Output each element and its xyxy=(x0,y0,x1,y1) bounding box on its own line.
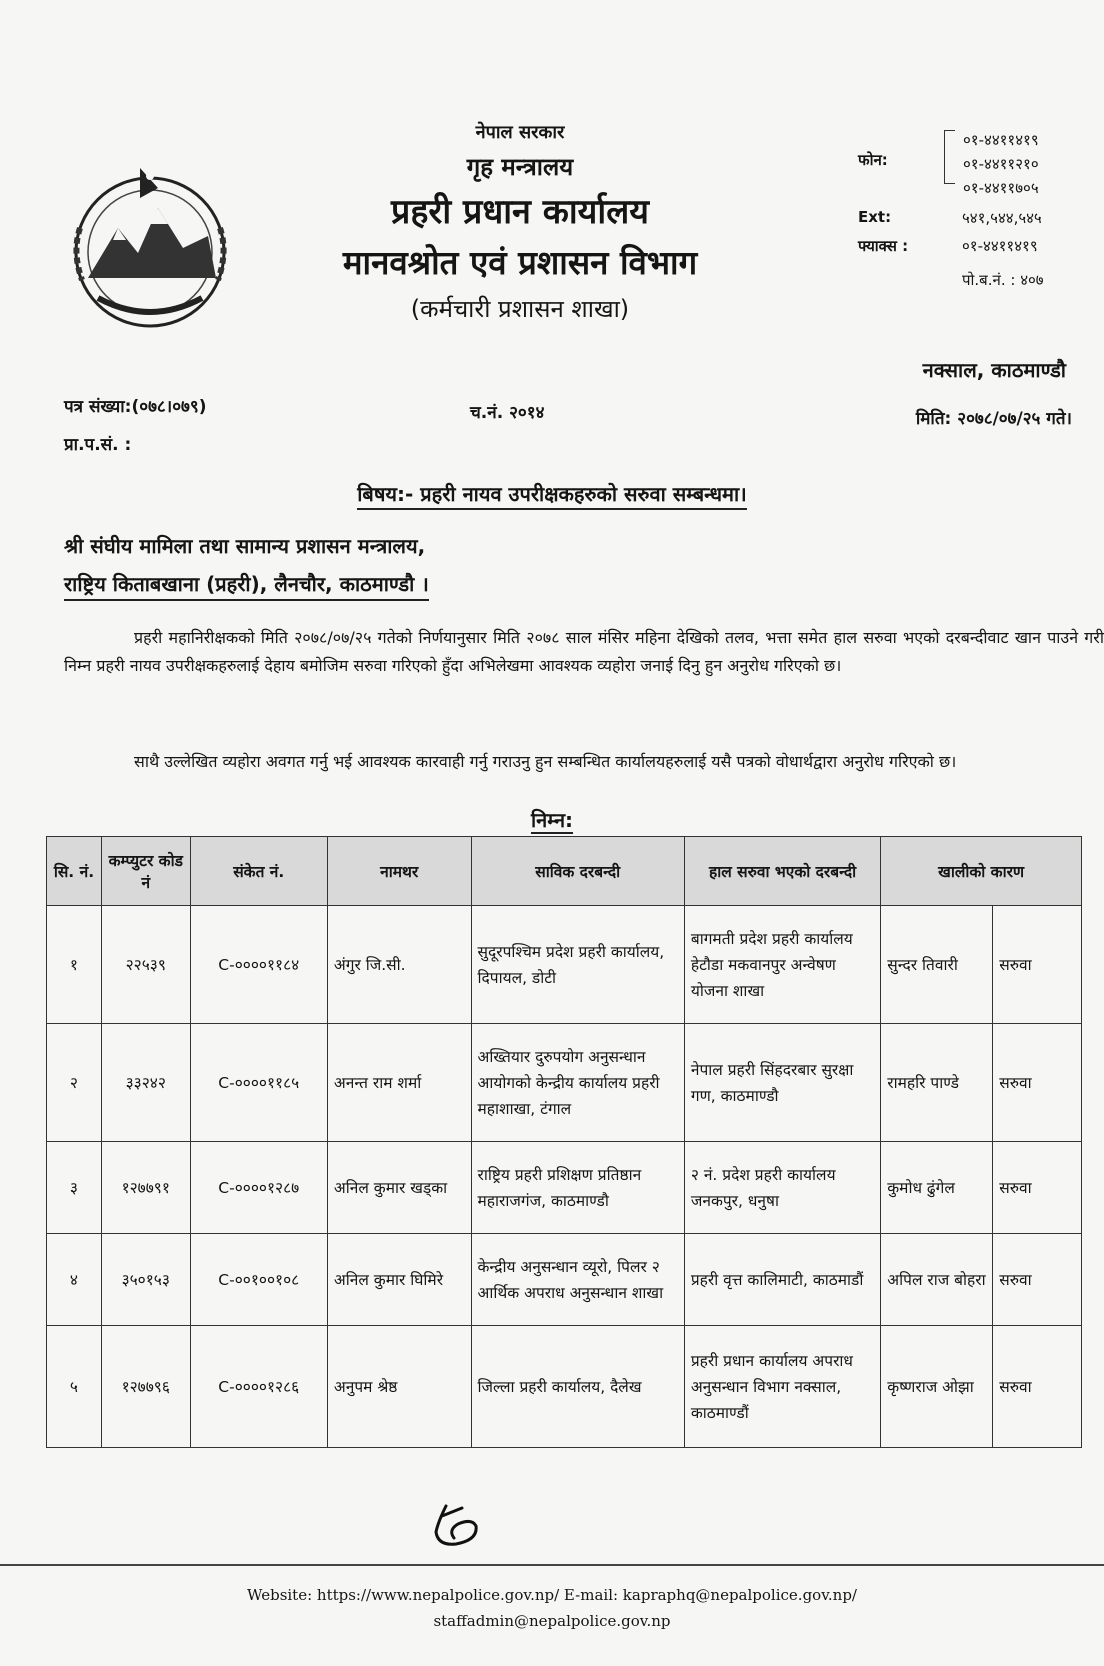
body-paragraph-1: प्रहरी महानिरीक्षकको मिति २०७८/०७/२५ गतेको निर्णयानुसार मिति २०७८ साल मंसिर महिना देखिको तलव, भत्ता समेत हाल सरुवा भएको दरबन्दीवाट खान पाउने गरी निम्न प्रहरी नायव उपरीक्षकहरुलाई देहाय बमोजिम सरुवा गरिएको हुँदा अभिलेखमा आवश्यक व्यहोरा जनाई दिनु हुन अनुरोध गरिएको छ। xyxy=(64,628,1104,675)
cell-sanket: C-००००१२८६ xyxy=(190,1326,327,1448)
cell-sanket: C-००००१२८७ xyxy=(190,1142,327,1234)
cell-sn: १ xyxy=(47,906,102,1024)
phone-brace xyxy=(944,130,955,184)
table-row xyxy=(47,906,1082,1024)
column-header: सि. नं. xyxy=(47,837,102,906)
cell-vacant-by: सुन्दर तिवारी xyxy=(881,906,993,1024)
cell-sanket: C-००००११८४ xyxy=(190,906,327,1024)
contact-block xyxy=(858,128,1078,298)
cell-previous-post: राष्ट्रिय प्रहरी प्रशिक्षण प्रतिष्ठान महाराजगंज, काठमाण्डौ xyxy=(471,1142,684,1234)
cell-name: अनिल कुमार घिमिरे xyxy=(327,1234,471,1326)
addressee-line-2: राष्ट्रिय किताबखाना (प्रहरी), लैनचौर, काठमाण्डौ । xyxy=(64,570,429,601)
cell-new-post: प्रहरी प्रधान कार्यालय अपराध अनुसन्धान विभाग नक्साल, काठमाण्डौं xyxy=(684,1326,880,1448)
column-header: कम्प्युटर कोड नं xyxy=(101,837,190,906)
table-row xyxy=(47,1234,1082,1326)
letterhead xyxy=(240,120,800,325)
cell-code: १२७७९१ xyxy=(101,1142,190,1234)
office-name: प्रहरी प्रधान कार्यालय xyxy=(391,192,649,232)
cell-new-post: २ नं. प्रदेश प्रहरी कार्यालय जनकपुर, धनुषा xyxy=(684,1142,880,1234)
department-name: मानवश्रोत एवं प्रशासन विभाग xyxy=(342,243,698,282)
footer xyxy=(0,1582,1104,1634)
phone-label: फोन: xyxy=(858,151,888,169)
cell-reason: सरुवा xyxy=(993,1024,1082,1142)
cell-sn: ४ xyxy=(47,1234,102,1326)
addressee-line-1: श्री संघीय मामिला तथा सामान्य प्रशासन मन्त्रालय, xyxy=(64,534,426,558)
table-row xyxy=(47,1024,1082,1142)
cell-sn: २ xyxy=(47,1024,102,1142)
cell-code: १२७७९६ xyxy=(101,1326,190,1448)
cell-previous-post: सुदूरपश्चिम प्रदेश प्रहरी कार्यालय, दिपायल, डोटी xyxy=(471,906,684,1024)
list-title xyxy=(0,806,1104,833)
ext-value: ५४१,५४४,५४५ xyxy=(962,209,1042,227)
transfer-table xyxy=(46,836,1082,1448)
ministry-name: गृह मन्त्रालय xyxy=(466,153,574,181)
signature xyxy=(428,1500,488,1550)
cell-sanket: C-००१००१०८ xyxy=(190,1234,327,1326)
nepal-government-emblem xyxy=(58,158,242,330)
cell-previous-post: अख्तियार दुरुपयोग अनुसन्धान आयोगको केन्द्रीय कार्यालय प्रहरी महाशाखा, टंगाल xyxy=(471,1024,684,1142)
cell-previous-post: केन्द्रीय अनुसन्धान व्यूरो, पिलर २ आर्थिक अपराध अनुसन्धान शाखा xyxy=(471,1234,684,1326)
list-title-text: निम्न: xyxy=(530,808,574,832)
cell-previous-post: जिल्ला प्रहरी कार्यालय, दैलेख xyxy=(471,1326,684,1448)
column-header: हाल सरुवा भएको दरबन्दी xyxy=(684,837,880,906)
cell-vacant-by: रामहरि पाण्डे xyxy=(881,1024,993,1142)
letter-subject xyxy=(0,480,1104,507)
cell-code: ३३२४२ xyxy=(101,1024,190,1142)
cell-vacant-by: कृष्णराज ओझा xyxy=(881,1326,993,1448)
cell-reason: सरुवा xyxy=(993,1326,1082,1448)
office-address: नक्साल, काठमाण्डौ xyxy=(922,358,1066,382)
cell-sanket: C-००००११८५ xyxy=(190,1024,327,1142)
fax-value: ०१-४४११४१९ xyxy=(962,237,1038,255)
phone-number: ०१-४४११२१० xyxy=(963,155,1039,173)
column-header: नामथर xyxy=(327,837,471,906)
previous-reference: प्रा.प.सं. : xyxy=(64,435,132,455)
cell-name: अंगुर जि.सी. xyxy=(327,906,471,1024)
ext-label: Ext: xyxy=(858,208,892,226)
cell-name: अनन्त राम शर्मा xyxy=(327,1024,471,1142)
table-row xyxy=(47,1326,1082,1448)
phone-number: ०१-४४११४१९ xyxy=(963,131,1039,149)
cell-vacant-by: कुमोध ढुंगेल xyxy=(881,1142,993,1234)
pobox: पो.ब.नं. : ४०७ xyxy=(962,271,1044,289)
column-header: खालीको कारण xyxy=(881,837,1082,906)
cell-code: ३५०१५३ xyxy=(101,1234,190,1326)
cell-sn: ३ xyxy=(47,1142,102,1234)
cell-name: अनिल कुमार खड्का xyxy=(327,1142,471,1234)
cell-reason: सरुवा xyxy=(993,1234,1082,1326)
table-row xyxy=(47,1142,1082,1234)
letter-date: मिति: २०७८/०७/२५ गते। xyxy=(915,409,1072,429)
branch-name: (कर्मचारी प्रशासन शाखा) xyxy=(410,295,630,323)
letter-reference: पत्र संख्या:(०७८।०७९) xyxy=(64,397,207,417)
cell-sn: ५ xyxy=(47,1326,102,1448)
cell-new-post: नेपाल प्रहरी सिंहदरबार सुरक्षा गण, काठमाण्डौ xyxy=(684,1024,880,1142)
footer-email: staffadmin@nepalpolice.gov.np xyxy=(433,1612,671,1630)
body-paragraph-2: साथै उल्लेखित व्यहोरा अवगत गर्नु भई आवश्यक कारवाही गर्नु गराउनु हुन सम्बन्धित कार्यालयहरुलाई यसै पत्रको वोधार्थद्वारा अनुरोध गरिएको छ। xyxy=(134,752,957,771)
column-header: साविक दरबन्दी xyxy=(471,837,684,906)
cell-reason: सरुवा xyxy=(993,906,1082,1024)
dispatch-number: च.नं. २०१४ xyxy=(470,403,545,423)
cell-vacant-by: अपिल राज बोहरा xyxy=(881,1234,993,1326)
cell-new-post: बागमती प्रदेश प्रहरी कार्यालय हेटौडा मकवानपुर अन्वेषण योजना शाखा xyxy=(684,906,880,1024)
cell-new-post: प्रहरी वृत्त कालिमाटी, काठमाडौं xyxy=(684,1234,880,1326)
phone-number: ०१-४४११७०५ xyxy=(963,179,1039,197)
cell-reason: सरुवा xyxy=(993,1142,1082,1234)
cell-code: २२५३९ xyxy=(101,906,190,1024)
footer-website-email: Website: https://www.nepalpolice.gov.np/ E-mail: kapraphq@nepalpolice.gov.np/ xyxy=(247,1586,857,1604)
subject-text: बिषय:- प्रहरी नायव उपरीक्षकहरुको सरुवा सम्बन्धमा। xyxy=(357,482,747,510)
cell-name: अनुपम श्रेष्ठ xyxy=(327,1326,471,1448)
government-name: नेपाल सरकार xyxy=(475,122,565,143)
table-header-row xyxy=(47,837,1082,906)
column-header: संकेत नं. xyxy=(190,837,327,906)
fax-label: फ्याक्स : xyxy=(858,237,909,255)
footer-divider xyxy=(0,1564,1104,1566)
